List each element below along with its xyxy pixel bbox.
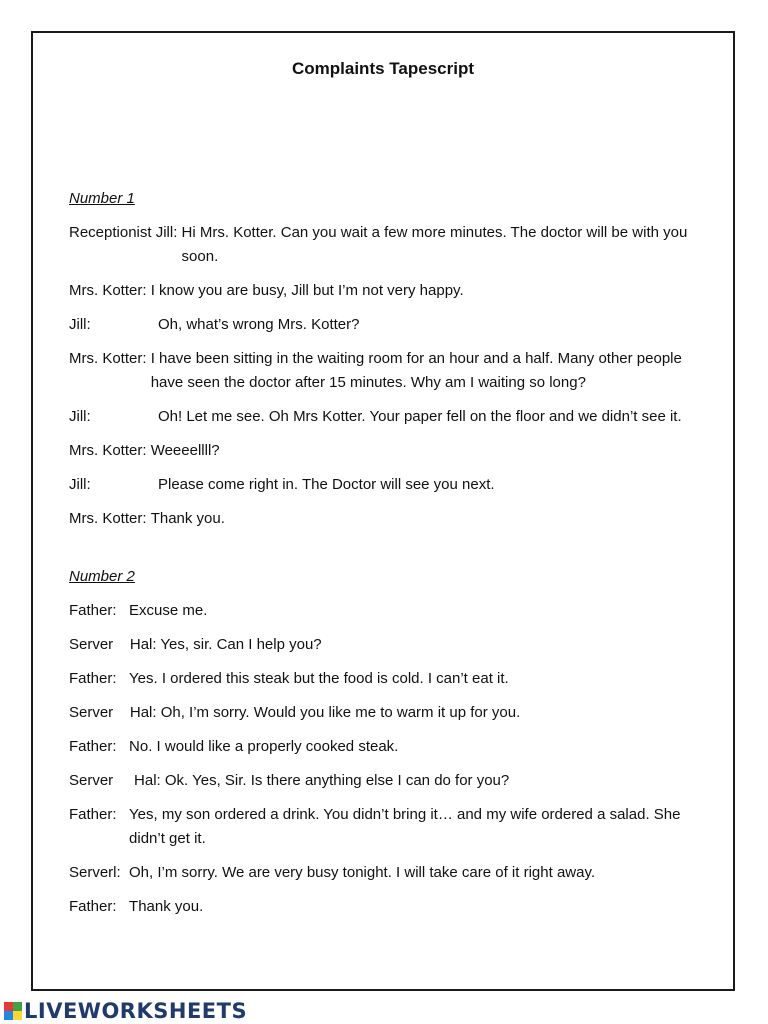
speaker-label: Mrs. Kotter: [69,282,151,299]
speaker-label: Father: [69,738,130,755]
speaker-label: Father: [69,670,130,687]
speech-text: Thank you. [150,510,225,527]
speech-text: Hal: Yes, sir. Can I help you? [129,636,322,653]
document-title: Complaints Tapescript [292,59,474,78]
speech-text: Please come right in. The Doctor will see you next. [158,476,495,493]
speaker-label: Jill: [69,316,91,333]
speech-text: Hal: Oh, I’m sorry. Would you like me to warm it up for you. [129,704,521,721]
speaker-label: Receptionist Jill: [69,224,182,241]
document-page [31,31,735,991]
dialogue-line [69,633,699,657]
dialogue-line [69,861,699,885]
speaker-label: Mrs. Kotter: [69,442,151,459]
speaker-label: Mrs. Kotter: [69,510,151,527]
dialogue-line [69,439,699,463]
dialogue-line [69,701,699,725]
speech-text: Hi Mrs. Kotter. Can you wait a few more minutes. The doctor will be with you soon. [181,224,688,265]
dialogue-line [69,507,699,531]
logo-square [4,1011,13,1020]
speaker-label: Server [69,772,135,789]
dialogue-line [69,667,699,691]
speaker-label: Server [69,704,130,721]
speech-text: Oh! Let me see. Oh Mrs Kotter. Your paper fell on the floor and we didn’t see it. [158,408,682,425]
logo-icon [4,1002,22,1020]
liveworksheets-logo[interactable] [4,998,247,1024]
dialogue-line [69,405,699,429]
logo-square [4,1002,13,1011]
speech-text: Weeeellll? [150,442,220,459]
speech-text: I know you are busy, Jill but I’m not very happy. [150,282,464,299]
dialogue-line [69,735,699,759]
document-content [69,187,699,929]
speaker-label: Jill: [69,476,91,493]
dialogue-line [69,221,699,269]
speech-text: Yes. I ordered this steak but the food is cold. I can’t eat it. [129,670,509,687]
section-spacer [69,541,699,565]
speaker-label: Server [69,636,130,653]
dialogue-line [69,473,699,497]
speech-text: Oh, what’s wrong Mrs. Kotter? [158,316,360,333]
speaker-label: Mrs. Kotter: [69,350,151,367]
speaker-label: Serverl: [69,864,130,881]
logo-square [13,1002,22,1011]
dialogue-line [69,279,699,303]
dialogue-line [69,313,699,337]
dialogue-line [69,895,699,919]
speaker-label: Father: [69,898,130,915]
dialogue-line [69,347,699,395]
speech-text: Yes, my son ordered a drink. You didn’t bring it… and my wife ordered a salad. She didn’t get it. [129,806,681,847]
section-heading: Number 1 [69,190,135,207]
dialogue-line [69,803,699,851]
speech-text: Thank you. [129,898,204,915]
dialogue-line [69,769,699,793]
logo-square [13,1011,22,1020]
speaker-label: Father: [69,806,130,823]
logo-text: LIVEWORKSHEETS [24,999,248,1023]
speech-text: I have been sitting in the waiting room for an hour and a half. Many other people have seen the doctor after 15 minutes. Why am I waiting so long? [150,350,682,391]
dialogue-line [69,599,699,623]
section-heading: Number 2 [69,568,135,585]
speech-text: No. I would like a properly cooked steak. [129,738,399,755]
speaker-label: Father: [69,602,130,619]
speech-text: Excuse me. [129,602,208,619]
speaker-label: Jill: [69,408,91,425]
speech-text: Oh, I’m sorry. We are very busy tonight. I will take care of it right away. [129,864,596,881]
speech-text: Hal: Ok. Yes, Sir. Is there anything else I can do for you? [134,772,510,789]
